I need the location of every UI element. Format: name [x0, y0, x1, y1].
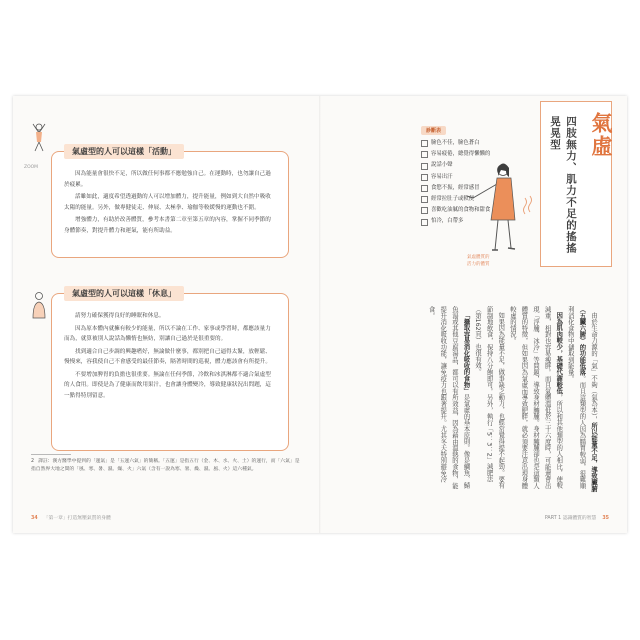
- body-run: 由於生命力源的「氣」不夠（氣為本），: [590, 312, 597, 423]
- checklist-item-label: 食慾不振，經常感冒: [431, 184, 480, 191]
- footnote-rule: [31, 454, 71, 455]
- body-paragraph: [506, 306, 564, 493]
- rest-section-body: [64, 311, 276, 403]
- weak-woman-illustration: [431, 156, 536, 256]
- checkbox-icon: [421, 174, 428, 181]
- checkbox-icon: [421, 185, 428, 192]
- activity-section: [51, 147, 289, 258]
- checkbox-icon: [421, 151, 428, 158]
- checklist-item-label: 喜歡吃油膩的食物和甜食: [431, 207, 491, 214]
- body-paragraph: [471, 306, 506, 493]
- body-paragraph: [425, 306, 471, 493]
- rest-section: [51, 289, 289, 451]
- checkbox-icon: [421, 219, 428, 226]
- right-page-number: 35: [602, 516, 609, 521]
- footnote: [31, 458, 301, 474]
- paragraph: 不要增加脾胃的負擔也很重要。無論在任何季節，冷飲和冰淇淋都不適合氣虛型的人食用。即使是為了健康而飲用果汁，也會讓身體變冷，導致健康狀況出問題，這一點得特別留意。: [64, 371, 271, 399]
- paragraph: 請努力確保獲得良好的睡眠和休息。: [75, 313, 165, 319]
- body-text: [309, 306, 599, 493]
- checklist-item-label: 容易出汗: [431, 173, 453, 180]
- paragraph: 找到適合自己步調的興趣嗜好，無論做什麼事，都別把自己逼得太緊，放輕鬆、慢慢來，容我使自己不會感受的最佳節奏，隔著時間的巡視，體力應該會有所提升。: [64, 348, 271, 365]
- paragraph: 因為原本體內就擁有較少的能量，所以不論在工作、家事或學習時，都應該量力而為，就算被別人說話為懶惰也無妨，別讓自己過於是很重要的。: [64, 325, 271, 342]
- footnote-text: 譯註：漢方醫學中提到的「運氣」是「五運六氣」的簡稱。「五運」是指五行（金、木、水、火、土）的運行，而「六氣」是指自然界大地之間的「風、寒、暑、濕、燥、火」六氣（含有一說為寒、暑、燥、濕、風、火）這六種氣。: [31, 459, 300, 472]
- checkbox-icon: [421, 196, 428, 203]
- left-folio: [31, 514, 111, 521]
- resting-person-icon: [28, 290, 50, 320]
- right-running-head: PART 1 認識體質的智慧: [544, 516, 597, 521]
- diagnosis-tag: 診斷表: [421, 126, 446, 135]
- checkbox-icon: [421, 207, 428, 214]
- type-title-box: [540, 101, 612, 267]
- highlight-text: 「攝取容易消化吸收的食物」: [462, 312, 470, 395]
- paragraph: 因為能量會很快不足，所以做任何事都不應勉強自己。在運動時，也勿讓自己過於疲累。: [64, 171, 271, 188]
- right-folio: [545, 514, 609, 521]
- figure-caption: ZOOM: [24, 165, 39, 170]
- checkbox-icon: [421, 140, 428, 147]
- rest-section-header: 氣虛型的人可以這樣「休息」: [64, 286, 184, 301]
- body-paragraph: [564, 306, 599, 493]
- figure-caption-line: 活力的體質: [467, 261, 490, 267]
- type-subtitle: 四肢無力、肌力不足的搖搖晃晃型: [549, 116, 577, 254]
- checklist-item-label: 說話小聲: [431, 162, 453, 169]
- checkbox-icon: [421, 163, 428, 170]
- figure-caption: [467, 255, 490, 268]
- body-run: 如果因為能量不足，做事缺乏動力，也經常覺得提不起勁。要有節制地飲食，保持八分飽即可。另外，執行「5：3：2」減肥法（第162頁）也很有效。: [474, 306, 505, 489]
- left-page-number: 34: [31, 516, 38, 521]
- paragraph: 增強體力，有助於改善體質，參考本書第二章至第五章的內容，掌握不同季節的身體節奏，對提升體力和運氣，能有所助益。: [64, 217, 271, 234]
- body-run: 。而且這類型的人因為腸胃較弱，很難順利消化食物中儲取到能量。: [566, 306, 586, 489]
- book-spread: [13, 96, 627, 533]
- highlight-text: 所以能量不足，導致臟腑（五臟六腑）的功能低落: [578, 306, 597, 492]
- type-title: 氣虛: [589, 112, 613, 158]
- checklist-item: [421, 138, 490, 149]
- left-running-head: 「第一章」打造無壓氣質的身體: [43, 516, 111, 521]
- activity-section-header: 氣虛型的人可以這樣「活動」: [64, 144, 184, 159]
- figure-caption-line: 氣虛體質的: [467, 255, 490, 260]
- checklist-item-label: 怕冷，白帶多: [431, 218, 464, 225]
- checklist-item-label: 臉色不佳，臉色蒼白: [431, 140, 480, 146]
- highlight-text: 因為肌肉較少，基礎代謝較低: [555, 312, 563, 395]
- checklist-item-label: 經常拉肚子或軟便: [431, 196, 475, 203]
- stretching-person-icon: [28, 122, 50, 152]
- activity-section-body: [64, 169, 276, 238]
- body-run: ，所以和其他類型的人相比，使較減重，相對也容易瘦胖。而且氣體溫低於三十六度時，可能還會出現「浮腫、冰冷」等問題，導致身材臃腫。身材臃腫卻也是這類人體質的特徵，但如果因為氣虛而導致肥胖，就必須要注意出現身體較虛的情況。: [508, 306, 563, 489]
- checklist-item-label: 容易疲倦，總覺得懶懶的: [431, 151, 491, 158]
- footnote-number: 2: [31, 459, 35, 464]
- paragraph: 話雖如此，適度希望透過動的人可以增加體力，提升能量，例如到大自然中吸收太陽的能量。另外，做專健徒走、伸展、太極拳、瑜伽等較緩慢的運動也不錯。: [64, 194, 271, 211]
- body-run: 是氣虛的基本原則。像是鯛魚、鯖魚湯或其他豆腐湯品，都可以有所效益，因為藉由溫熱的食物，能提升消化吸收功能，讓免疫力也跟著提升。尤其冬天特別避免冷食。: [427, 306, 470, 489]
